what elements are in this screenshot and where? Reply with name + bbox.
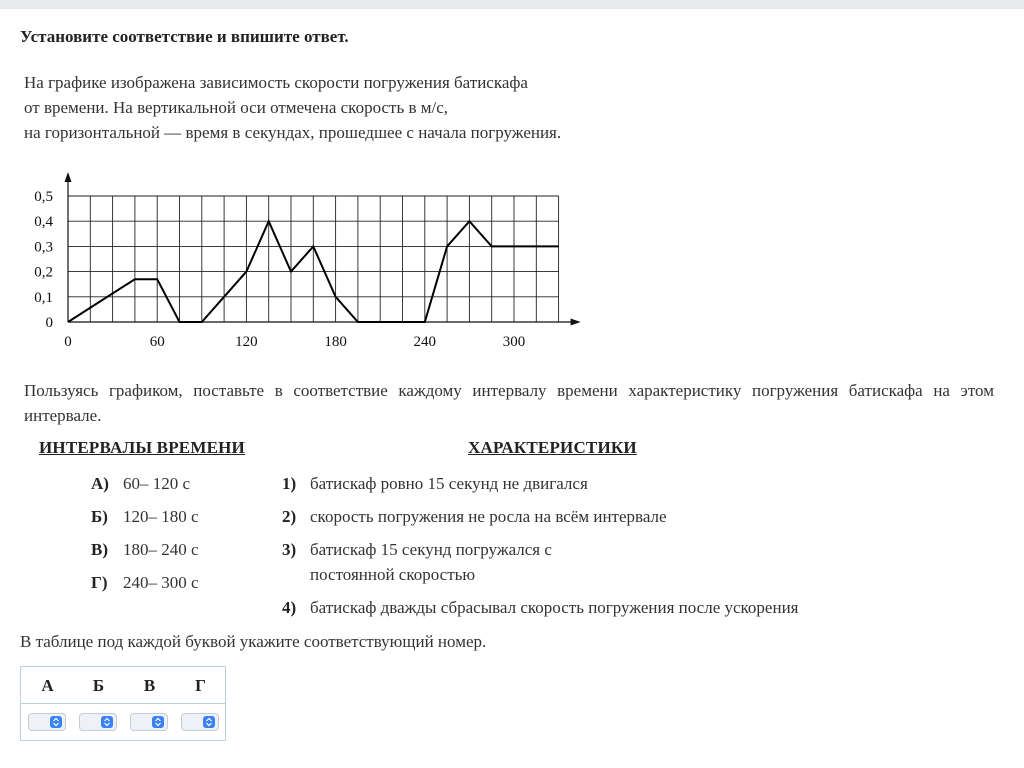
intro-line: На графике изображена зависимость скорости погружения батискафа — [24, 73, 528, 92]
answer-header-b: Б — [92, 676, 105, 695]
x-tick-label: 180 — [324, 334, 347, 350]
y-tick-label: 0,5 — [34, 189, 53, 205]
chart-tick-labels — [34, 189, 525, 350]
table-instruction: В таблице под каждой буквой укажите соответствующий номер. — [20, 632, 487, 651]
chart-axes — [65, 172, 581, 326]
x-tick-label: 240 — [413, 334, 437, 350]
y-tick-label: 0 — [45, 315, 53, 331]
y-tick-label: 0,1 — [34, 289, 53, 306]
interval-letter: Г) — [91, 573, 108, 592]
answer-header-g: Г — [195, 676, 206, 695]
answer-select-v[interactable] — [130, 713, 168, 731]
task-title: Установите соответствие и впишите ответ. — [20, 27, 349, 46]
y-tick-label: 0,4 — [34, 214, 53, 231]
intro-line: от времени. На вертикальной оси отмечена скорость в м/с, — [24, 98, 449, 117]
answer-select-a[interactable] — [28, 713, 66, 731]
characteristic-number: 1) — [282, 474, 297, 493]
answer-header-v: В — [143, 676, 156, 695]
interval-text: 180– 240 с — [123, 540, 199, 559]
characteristic-number: 4) — [282, 598, 297, 617]
interval-letter: А) — [91, 474, 109, 493]
task-prompt: Пользуясь графиком, поставьте в соответствие каждому интервалу времени характеристику погружения батискафа на этом интервале. — [24, 381, 994, 425]
answer-select-g[interactable] — [181, 713, 219, 731]
select-stepper-icon — [101, 716, 113, 728]
select-stepper-icon — [203, 716, 215, 728]
characteristics-header: ХАРАКТЕРИСТИКИ — [468, 438, 637, 457]
x-axis-arrow — [571, 319, 581, 326]
chart-grid — [68, 196, 559, 322]
interval-text: 240– 300 с — [123, 573, 199, 592]
answer-table — [20, 666, 226, 741]
table-divider — [21, 703, 225, 704]
y-tick-label: 0,2 — [34, 264, 53, 281]
x-tick-label: 0 — [64, 334, 72, 350]
intervals-header: ИНТЕРВАЛЫ ВРЕМЕНИ — [39, 438, 245, 457]
speed-time-chart — [0, 0, 600, 360]
interval-text: 60– 120 с — [123, 474, 191, 493]
characteristic-text: батискаф ровно 15 секунд не двигался — [310, 474, 588, 493]
characteristic-text: батискаф 15 секунд погружался с постоянной скоростью — [310, 540, 552, 584]
y-axis-arrow — [65, 172, 72, 182]
select-stepper-icon — [50, 716, 62, 728]
answer-select-b[interactable] — [79, 713, 117, 731]
x-tick-label: 300 — [502, 334, 526, 350]
characteristic-text: скорость погружения не росла на всём интервале — [310, 507, 667, 526]
x-tick-label: 120 — [235, 334, 258, 350]
interval-letter: Б) — [91, 507, 108, 526]
answer-header-a: А — [41, 676, 54, 695]
characteristic-text: батискаф дважды сбрасывал скорость погружения после ускорения — [310, 598, 799, 617]
interval-text: 120– 180 с — [123, 507, 199, 526]
characteristic-number: 2) — [282, 507, 297, 526]
x-tick-label: 60 — [149, 334, 165, 350]
characteristic-number: 3) — [282, 540, 297, 559]
y-tick-label: 0,3 — [34, 239, 53, 256]
interval-letter: В) — [91, 540, 108, 559]
intro-line: на горизонтальной — время в секундах, прошедшее с начала погружения. — [24, 123, 562, 142]
select-stepper-icon — [152, 716, 164, 728]
